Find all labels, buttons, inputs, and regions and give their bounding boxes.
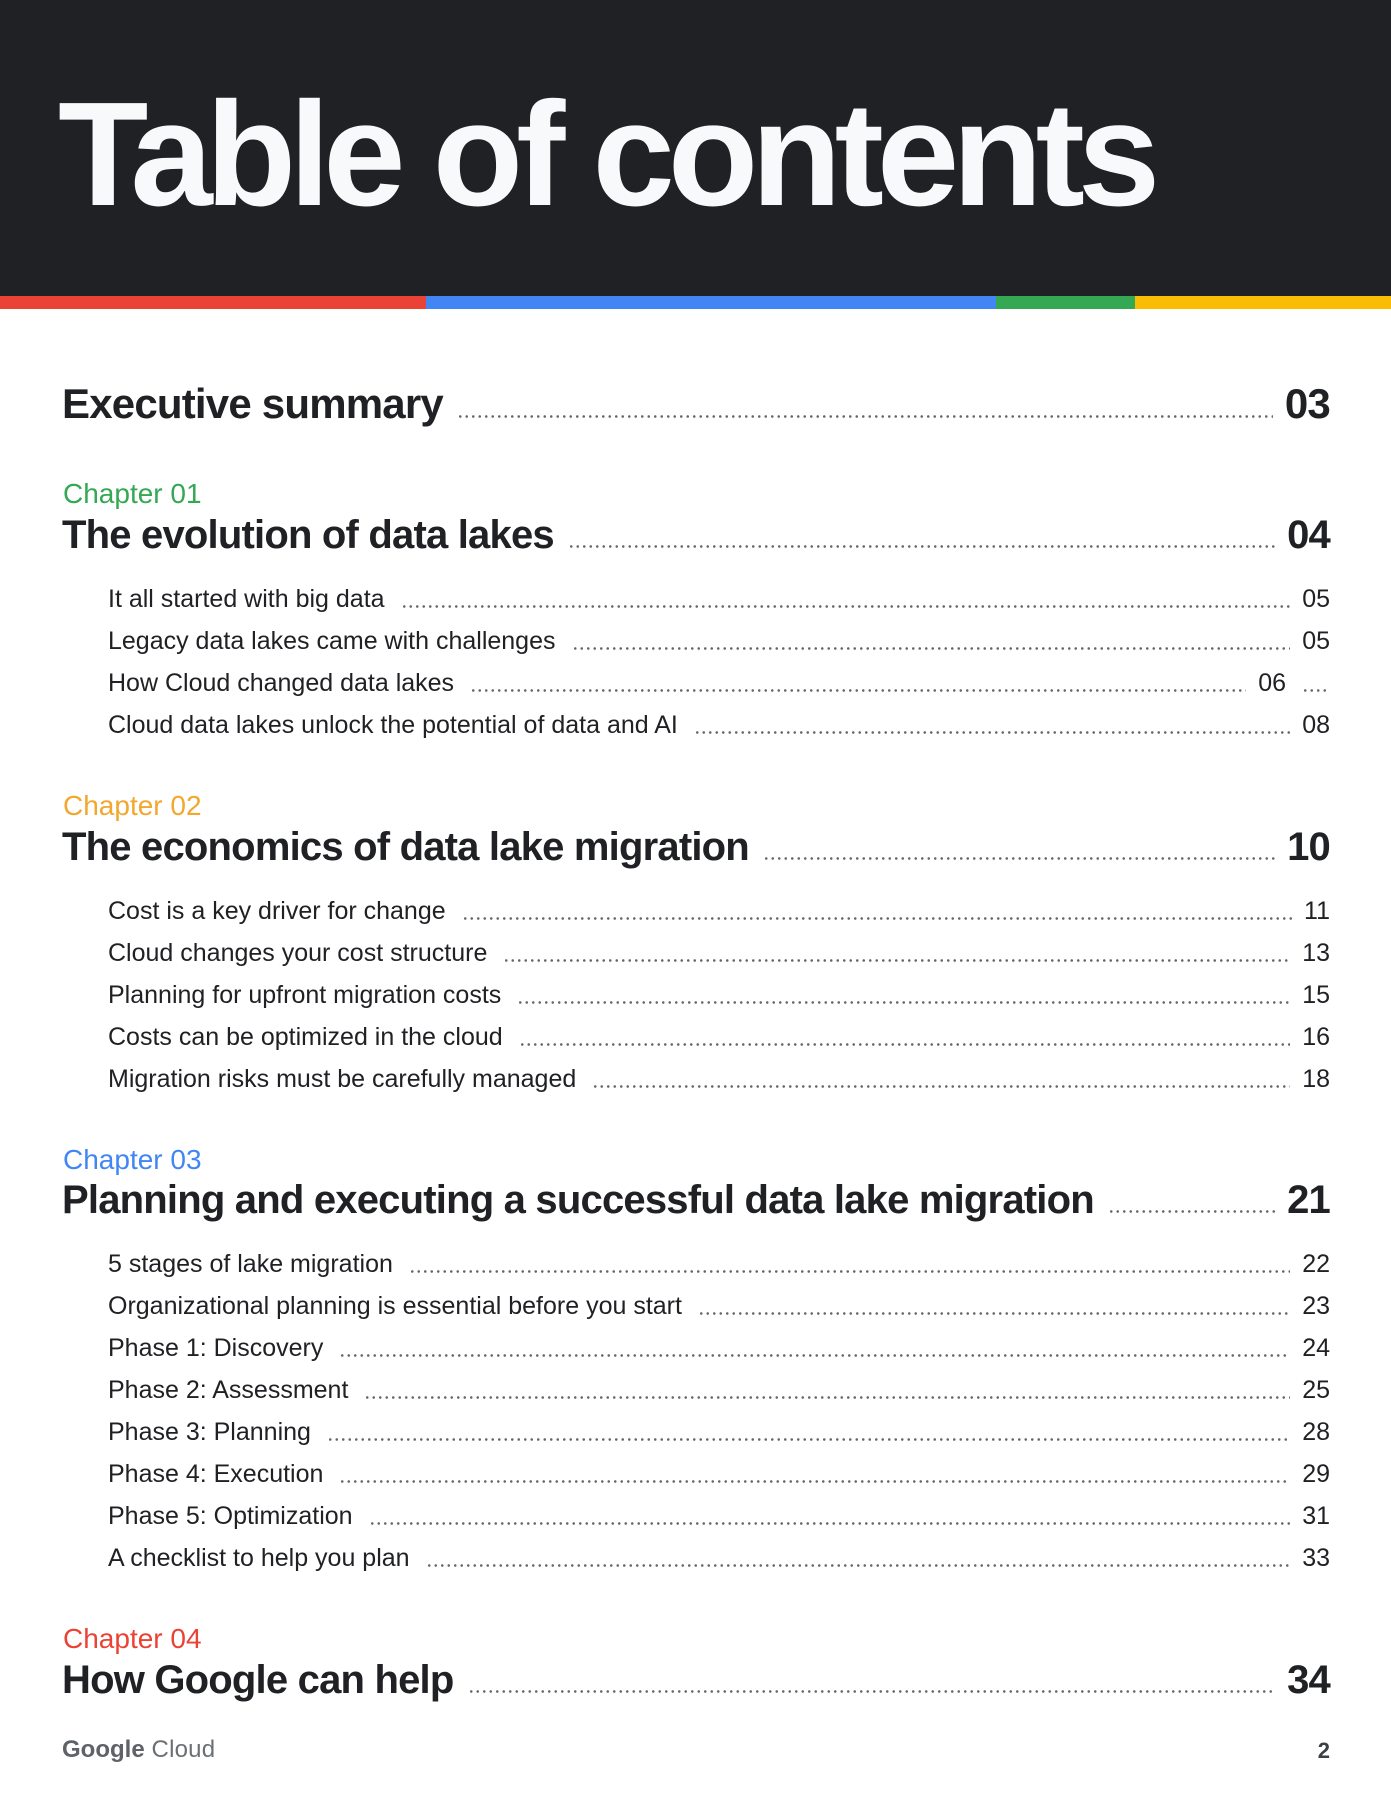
dotted-leader: [1108, 1210, 1275, 1213]
dotted-leader: [426, 1564, 1291, 1567]
dotted-leader: [568, 545, 1275, 548]
toc-entry-label: Planning and executing a successful data lake migration: [62, 1178, 1094, 1223]
dotted-leader: [339, 1480, 1290, 1483]
toc-entry-label: The economics of data lake migration: [62, 824, 749, 869]
stripe-yellow-segment: [1135, 296, 1391, 309]
toc-chapter-02: [62, 789, 1330, 1095]
cloud-wordmark: Cloud: [151, 1736, 216, 1763]
dotted-leader: [517, 1001, 1290, 1004]
stripe-red-segment: [0, 296, 426, 309]
dotted-leader: [327, 1438, 1290, 1441]
chapter-01-subentries: [62, 583, 1330, 741]
page-footer: [62, 1736, 1330, 1764]
dotted-leader: [468, 1690, 1276, 1693]
toc-subentry[interactable]: [108, 979, 1330, 1011]
toc-entry-label: How Cloud changed data lakes: [108, 668, 455, 697]
chapter-01-kicker: Chapter 01: [63, 478, 202, 510]
dotted-leader: [503, 959, 1290, 962]
toc-entry-page-number: 06: [1258, 668, 1286, 697]
dotted-leader: [470, 689, 1246, 692]
dotted-leader: [409, 1270, 1290, 1273]
dotted-leader: [457, 415, 1273, 418]
dotted-leader: [364, 1396, 1290, 1399]
dotted-leader: [519, 1043, 1291, 1046]
toc-chapter-04: [62, 1622, 1330, 1704]
dotted-leader: [401, 605, 1291, 608]
toc-subentry[interactable]: [108, 1374, 1330, 1406]
toc-subentry[interactable]: [108, 1332, 1330, 1364]
toc-entry-page-number: 22: [1302, 1250, 1330, 1279]
page-header: [0, 0, 1391, 296]
toc-subentry[interactable]: [108, 1290, 1330, 1322]
toc-entry-page-number: 25: [1302, 1376, 1330, 1405]
toc-chapter-03: [62, 1143, 1330, 1575]
dotted-leader: [698, 1312, 1290, 1315]
toc-entry-page-number: 05: [1302, 626, 1330, 655]
toc-entry-page-number: 13: [1302, 938, 1330, 967]
toc-subentry[interactable]: [108, 1416, 1330, 1448]
google-wordmark: Google: [62, 1736, 145, 1763]
dotted-leader: [592, 1085, 1290, 1088]
toc-entry-page-number: 08: [1302, 710, 1330, 739]
toc-entry-label: A checklist to help you plan: [108, 1544, 410, 1573]
dotted-leader-tail: [1302, 689, 1330, 692]
toc-subentry[interactable]: [108, 1021, 1330, 1053]
toc-entry-page-number: 34: [1287, 1657, 1330, 1702]
toc-subentry[interactable]: [108, 583, 1330, 615]
toc-entry-label: Planning for upfront migration costs: [108, 980, 502, 1009]
dotted-leader: [572, 647, 1291, 650]
toc-entry-label: Phase 2: Assessment: [108, 1376, 349, 1405]
dotted-leader: [339, 1354, 1290, 1357]
toc-entry-page-number: 10: [1287, 824, 1330, 869]
toc-entry-page-number: 23: [1302, 1292, 1330, 1321]
toc-entry-page-number: 28: [1302, 1418, 1330, 1447]
toc-entry-label: Phase 3: Planning: [108, 1418, 311, 1447]
dotted-leader: [694, 731, 1290, 734]
google-cloud-logo: [62, 1736, 215, 1764]
stripe-green-segment: [996, 296, 1135, 309]
toc-entry-page-number: 18: [1302, 1064, 1330, 1093]
stripe-blue-segment: [426, 296, 996, 309]
toc-entry-label: Executive summary: [62, 380, 443, 427]
chapter-03-subentries: [62, 1248, 1330, 1574]
toc-subentry[interactable]: [108, 1248, 1330, 1280]
toc-subentry[interactable]: [108, 667, 1330, 699]
toc-entry-chapter-01-title[interactable]: [62, 511, 1330, 559]
chapter-02-kicker: Chapter 02: [63, 789, 202, 821]
chapter-03-kicker: Chapter 03: [63, 1143, 202, 1175]
toc-entry-label: The evolution of data lakes: [62, 512, 554, 557]
chapter-02-subentries: [62, 895, 1330, 1095]
toc-entry-label: Legacy data lakes came with challenges: [108, 626, 556, 655]
dotted-leader: [763, 857, 1275, 860]
toc-entry-page-number: 24: [1302, 1334, 1330, 1363]
toc-entry-page-number: 16: [1302, 1022, 1330, 1051]
toc-entry-label: Phase 4: Execution: [108, 1460, 324, 1489]
toc-subentry[interactable]: [108, 709, 1330, 741]
toc-entry-label: How Google can help: [62, 1657, 454, 1702]
toc-entry-page-number: 29: [1302, 1460, 1330, 1489]
toc-entry-page-number: 15: [1302, 980, 1330, 1009]
toc-entry-page-number: 21: [1287, 1178, 1330, 1223]
toc-entry-label: Cost is a key driver for change: [108, 896, 446, 925]
toc-entry-label: Cloud data lakes unlock the potential of data and AI: [108, 710, 678, 739]
toc-entry-label: Cloud changes your cost structure: [108, 938, 488, 967]
toc-entry-page-number: 03: [1284, 380, 1330, 427]
dotted-leader: [369, 1522, 1291, 1525]
google-brand-stripe: [0, 296, 1391, 309]
toc-entry-label: Phase 5: Optimization: [108, 1502, 353, 1531]
dotted-leader: [462, 917, 1292, 920]
toc-chapter-01: [62, 477, 1330, 741]
toc-subentry[interactable]: [108, 895, 1330, 927]
toc-entry-page-number: 33: [1302, 1544, 1330, 1573]
toc-entry-chapter-02-title[interactable]: [62, 823, 1330, 871]
page-title: Table of contents: [58, 72, 1154, 238]
toc-content: [0, 309, 1391, 1704]
toc-entry-label: Costs can be optimized in the cloud: [108, 1022, 503, 1051]
chapter-04-kicker: Chapter 04: [63, 1623, 202, 1655]
toc-subentry[interactable]: [108, 625, 1330, 657]
toc-subentry[interactable]: [108, 1542, 1330, 1574]
toc-subentry[interactable]: [108, 1458, 1330, 1490]
toc-entry-page-number: 11: [1304, 896, 1330, 925]
toc-entry-page-number: 31: [1302, 1502, 1330, 1531]
footer-page-number: 2: [1317, 1738, 1330, 1763]
toc-entry-executive-summary[interactable]: [62, 379, 1330, 429]
toc-entry-label: It all started with big data: [108, 584, 385, 613]
toc-entry-label: Organizational planning is essential before you start: [108, 1292, 682, 1321]
toc-entry-label: Migration risks must be carefully managed: [108, 1064, 577, 1093]
toc-entry-page-number: 04: [1287, 512, 1330, 557]
toc-entry-label: 5 stages of lake migration: [108, 1250, 393, 1279]
toc-entry-page-number: 05: [1302, 584, 1330, 613]
toc-entry-chapter-04-title[interactable]: [62, 1656, 1330, 1704]
toc-subentry[interactable]: [108, 1063, 1330, 1095]
toc-entry-chapter-03-title[interactable]: [62, 1176, 1330, 1224]
toc-entry-label: Phase 1: Discovery: [108, 1334, 324, 1363]
toc-subentry[interactable]: [108, 1500, 1330, 1532]
toc-subentry[interactable]: [108, 937, 1330, 969]
